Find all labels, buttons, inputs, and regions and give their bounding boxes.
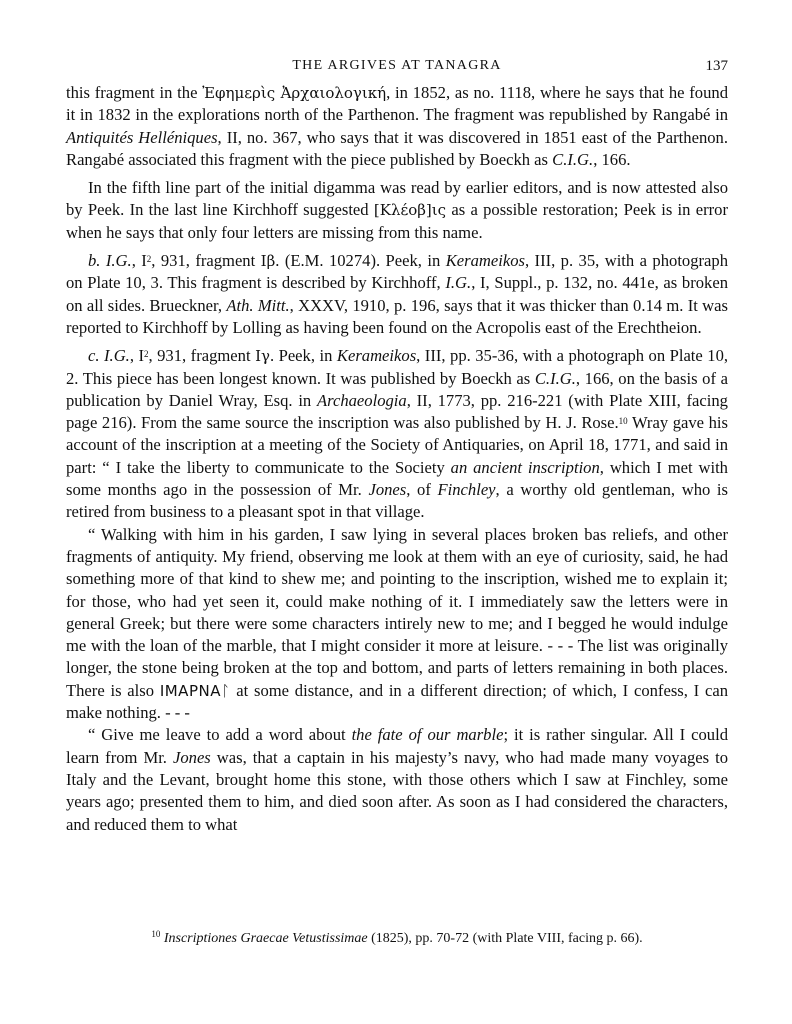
paragraph-3: b. I.G., $I^2$, 931, fragment Iβ. (E.M. 10274). Peek, in Kerameikos, III, p. 35, with a photograph on Plate 10, 3. This fragment is described by Kirchhoff, I.G., I, Suppl., p. 132, no. 441e, as broken on all sides. Brueckner, Ath. Mitt., XXXV, 1910, p. 196, says that it was thicker than 0.14 m. It was reported to Kirchhoff by Lolling as having been found on the Acropolis east of the Erechtheion.	[66, 251, 729, 337]
paragraph-1: this fragment in the Ἐφημερὶς Ἀρχαιολογική, in 1852, as no. 1118, where he says that he found it in 1832 in the explorations north of the Parthenon. The fragment was republished by Rangabé in Antiquités Helléniques, II, no. 367, who says that it was discovered in 1851 east of the Parthenon. Rangabé associated this fragment with the piece published by Boeckh as C.I.G., 166.	[66, 83, 728, 169]
footnote-number: 10	[151, 929, 161, 939]
running-header	[66, 54, 728, 82]
greek-restoration: [Κλέοβ]ις	[373, 201, 447, 220]
paragraph-6: “ Give me leave to add a word about the fate of our marble; it is rather singular. All I could learn from Mr. Jones was, that a captain in his majesty’s navy, who had made many voyages to Italy and the Levant, brought home this stone, with those others which I saw at Finchley, some years ago; presented them to him, and died soon after. As soon as I had considered the characters, and reduced them to what	[66, 725, 728, 834]
greek-journal-title: Ἐφημερὶς Ἀρχαιολογική	[202, 84, 387, 102]
running-title: THE ARGIVES AT TANAGRA	[292, 58, 502, 73]
body-text	[66, 82, 728, 836]
paragraph-2: In the fifth line part of the initial digamma was read by earlier editors, and is now attested also by Peek. In the last line Kirchhoff suggested [Κλέοβ]ις as a possible restoration; Peek is in error when he says that only four letters are missing from this name.	[66, 178, 728, 242]
page-number: 137	[705, 58, 728, 74]
paragraph-4: c. I.G., $I^2$, 931, fragment Iγ. Peek, in Kerameikos, III, pp. 35-36, with a photograph on Plate 10, 2. This piece has been longest known. It was published by Boeckh as C.I.G., 166, on the basis of a publication by Daniel Wray, Esq. in Archaeologia, II, 1773, pp. 216-221 (with Plate XIII, facing page 216). From the same source the inscription was also published by H. J. Rose.$^{10}$ Wray gave his account of the inscription at a meeting of the Society of Antiquaries, on April 18, 1771, and said in part: “ I take the liberty to communicate to the Society an ancient inscription, which I met with some months ago in the possession of Mr. Jones, of Finchley, a worthy old gentleman, who is retired from business to a pleasant spot in that village.	[66, 346, 729, 522]
footnote-ref: 10	[618, 416, 628, 427]
page	[66, 54, 728, 836]
footnote: $^{10}$ Inscriptiones Graecae Vetustissimae (1825), pp. 70-72 (with Plate VIII, facing p. 66).	[151, 929, 643, 946]
paragraph-5: “ Walking with him in his garden, I saw lying in several places broken bas reliefs, and other fragments of antiquity. My friend, observing me look at them with an eye of curiosity, said, he had something more of that kind to shew me; and pointing to the inscription, wished me to explain it; for those, who had yet seen it, could make nothing of it. I immediately saw the letters were in general Greek; but there were some characters intirely new to me; and I begged he would indulge me with the loan of the marble, that I might consider it more at leisure. - - - The list was originally longer, the stone being broken at the top and bottom, and parts of letters remaining in both places. There is also IMAPNAᛚ at some distance, and in a different direction; of which, I confess, I can make nothing. - - -	[66, 524, 728, 723]
inscription-letters: IMAPNAᛚ	[159, 681, 231, 700]
